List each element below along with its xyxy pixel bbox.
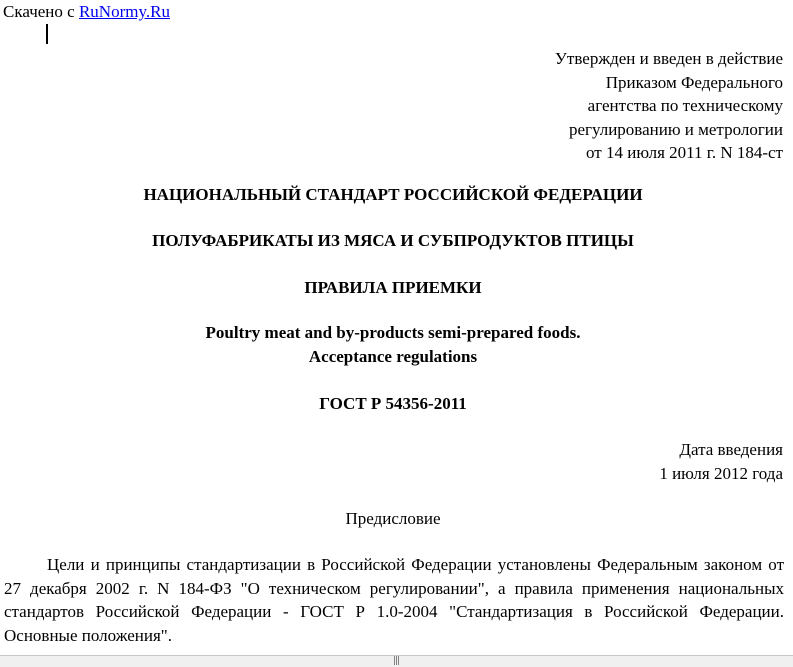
gost-number: ГОСТ Р 54356-2011	[319, 394, 467, 413]
source-line	[3, 2, 170, 22]
intro-date-label: Дата введения	[679, 440, 783, 459]
source-prefix: Скачено с	[3, 2, 79, 21]
english-title-line: Poultry meat and by-products semi-prepared foods.	[205, 323, 581, 342]
approval-line: агентства по техническому	[587, 96, 783, 115]
document-title: ПОЛУФАБРИКАТЫ ИЗ МЯСА И СУБПРОДУКТОВ ПТИЦЫ	[152, 231, 634, 250]
text-cursor	[46, 24, 48, 44]
approval-line: от 14 июля 2011 г. N 184-ст	[586, 143, 783, 162]
approval-line: Приказом Федерального	[605, 72, 783, 92]
intro-date-block	[659, 438, 783, 485]
preface-paragraph: Цели и принципы стандартизации в Российской Федерации установлены Федеральным законом от 27 декабря 2002 г. N 184-ФЗ "О техническом регулировании", а правила применения национальных стандартов Российской Федерации - ГОСТ Р 1.0-2004 "Стандартизация в Российской Федерации. Основные положения".	[4, 555, 784, 645]
english-title-line: Acceptance regulations	[308, 346, 478, 366]
approval-block	[555, 47, 783, 165]
intro-date-value: 1 июля 2012 года	[659, 463, 783, 483]
approval-line: регулированию и метрологии	[568, 119, 783, 139]
runormy-link[interactable]: RuNormy.Ru	[78, 2, 170, 21]
status-bar	[0, 655, 793, 667]
approval-line: Утвержден и введен в действие	[554, 49, 783, 68]
preface-title: Предисловие	[345, 509, 441, 528]
national-standard-heading: НАЦИОНАЛЬНЫЙ СТАНДАРТ РОССИЙСКОЙ ФЕДЕРАЦИИ	[143, 185, 643, 204]
document-subtitle: ПРАВИЛА ПРИЕМКИ	[304, 278, 482, 297]
english-title	[0, 321, 786, 368]
resize-grip-icon[interactable]: |||	[392, 656, 400, 666]
